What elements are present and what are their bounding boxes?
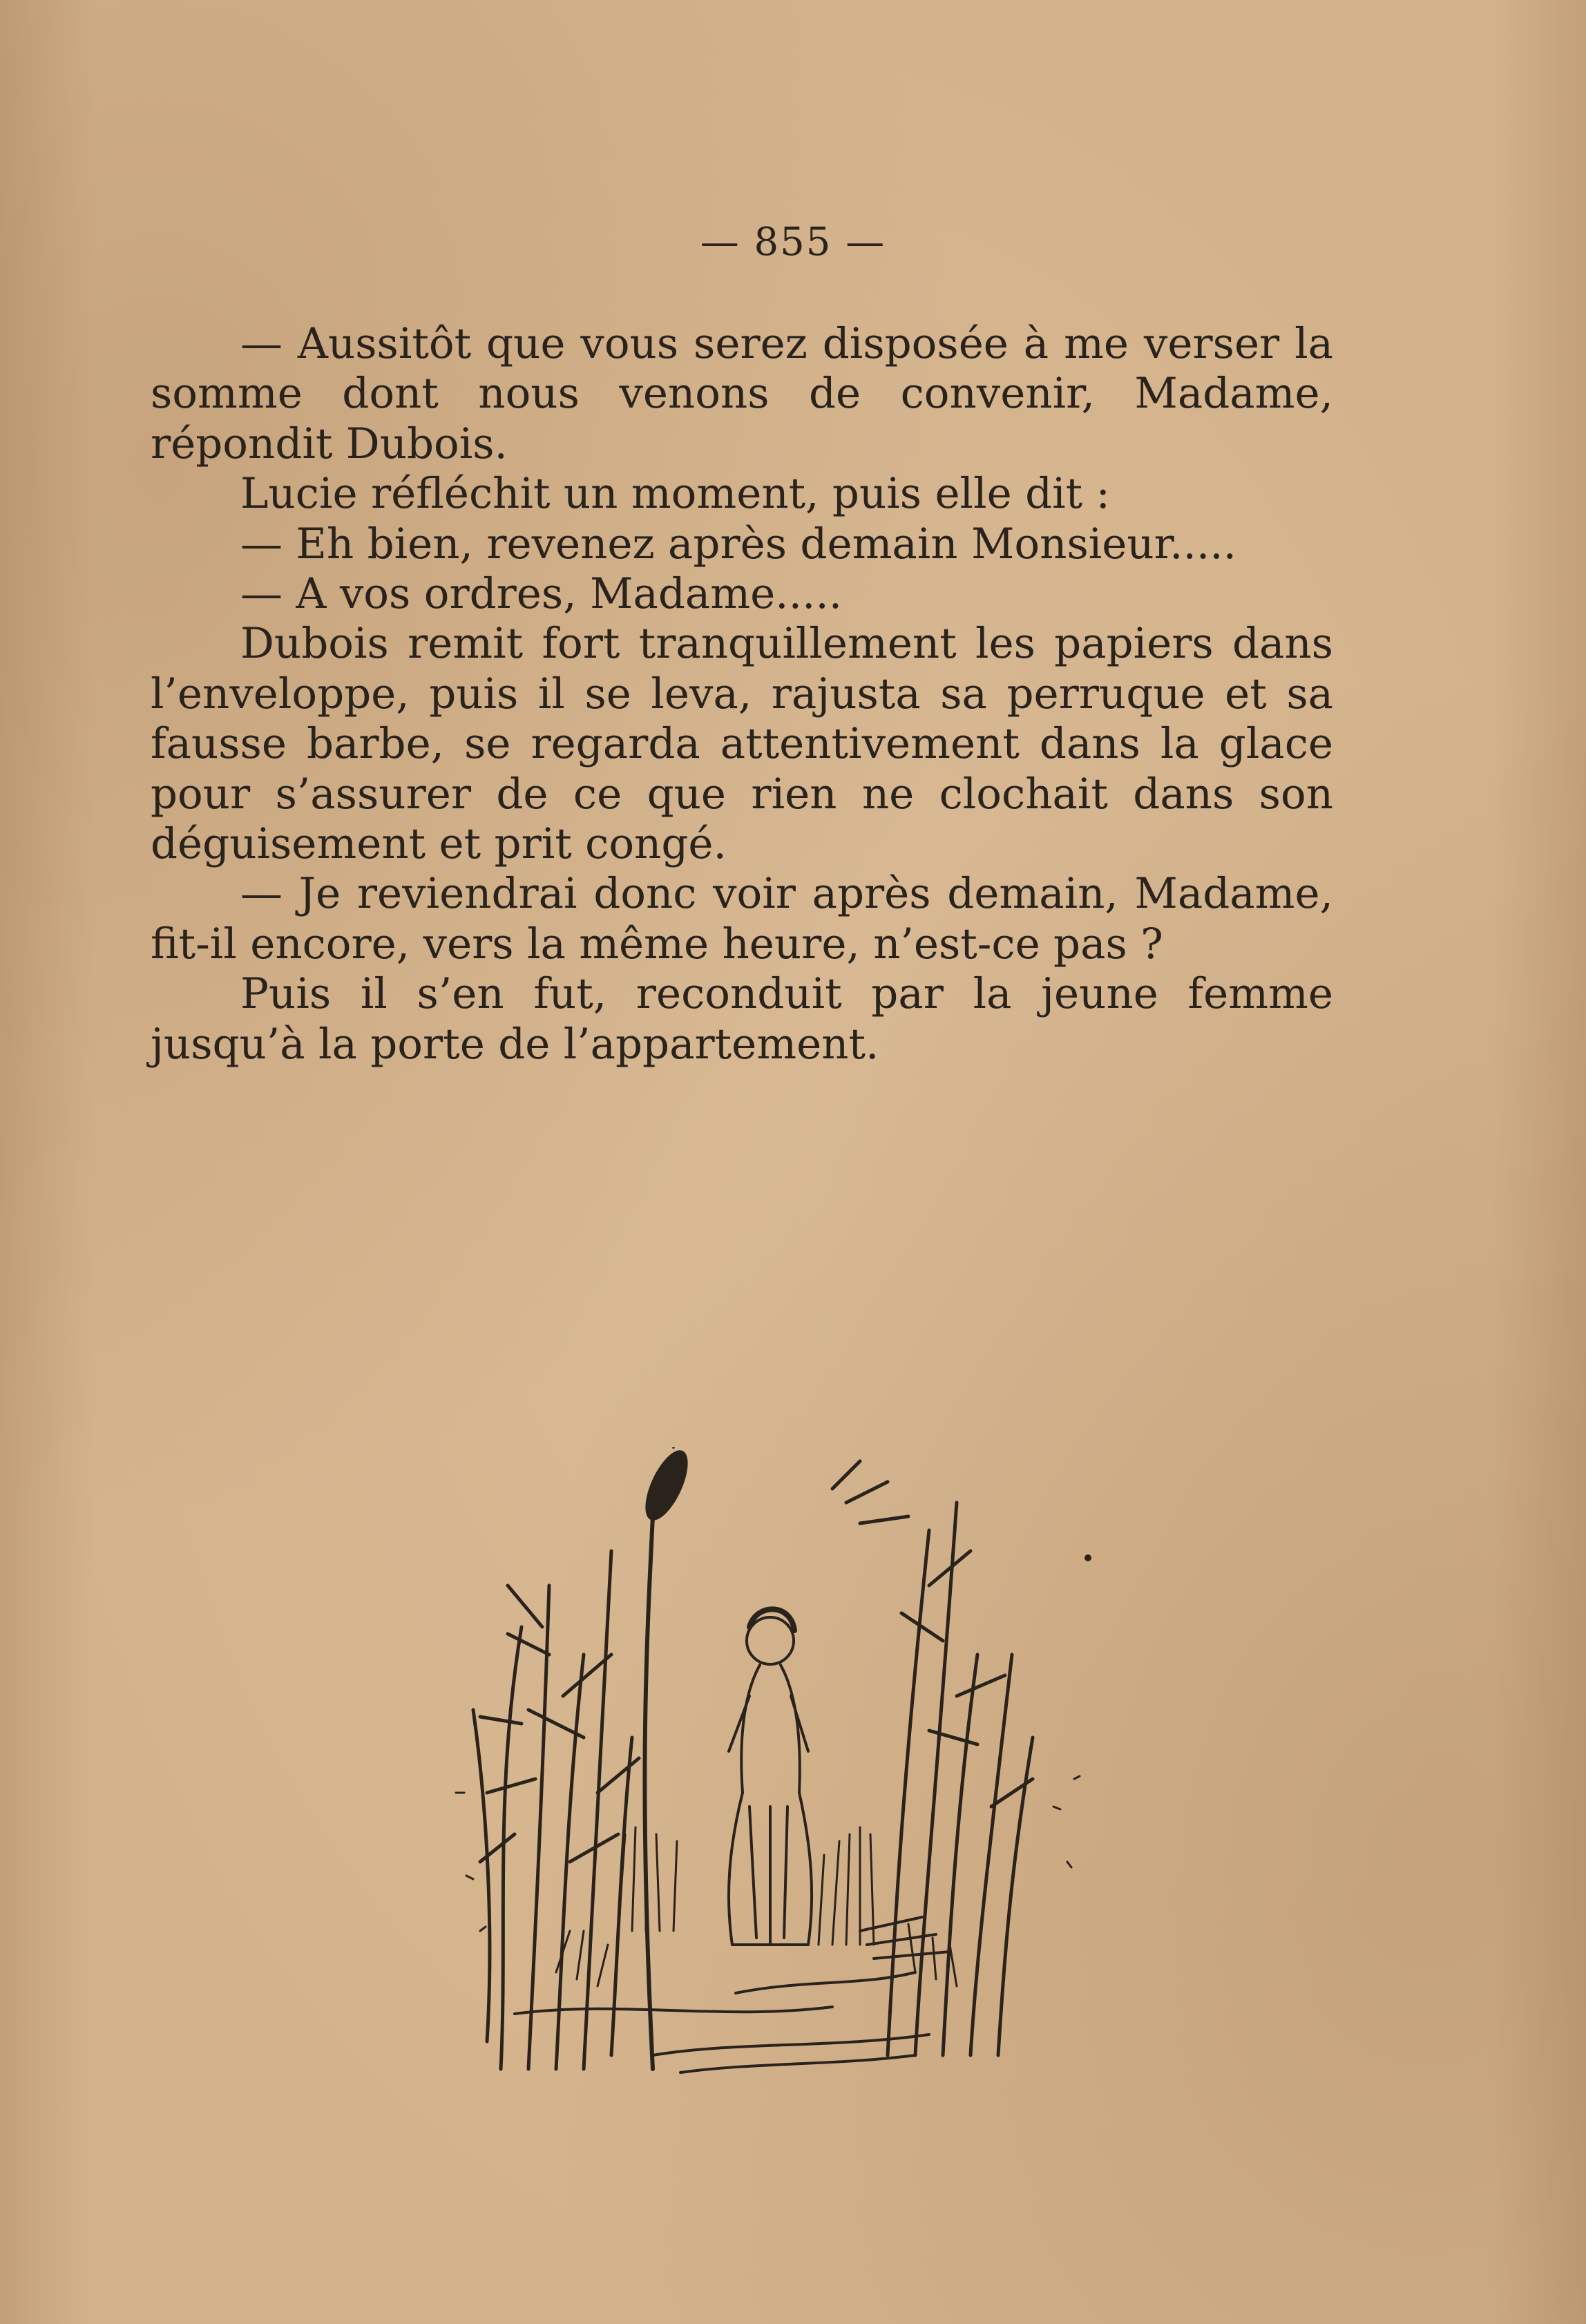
- woman-figure: [729, 1609, 812, 1945]
- paragraph-4: — A vos ordres, Madame.....: [240, 569, 843, 619]
- paragraph-2: Lucie réfléchit un moment, puis elle dit :: [240, 469, 1111, 519]
- reeds-left: [473, 1551, 639, 2069]
- paragraph-3: — Eh bien, revenez après demain Monsieur.....: [240, 519, 1237, 569]
- vignette-illustration: [446, 1447, 1091, 2083]
- engraving-image: [446, 1447, 1091, 2083]
- paragraph-7: Puis il s’en fut, reconduit par la jeune femme jusqu’à la porte de l’appartement.: [151, 969, 1333, 1069]
- specks: [456, 1776, 1080, 1931]
- body-text: [151, 319, 1333, 1069]
- reeds-right: [832, 1461, 1033, 2055]
- paragraph-1: — Aussitôt que vous serez disposée à me verser la somme dont nous venons de convenir, Madame, répondit Dubois.: [151, 319, 1333, 468]
- paragraph-6: — Je reviendrai donc voir après demain, Madame, fit-il encore, vers la même heure, n’est-ce pas ?: [151, 869, 1333, 969]
- paragraph-5: Dubois remit fort tranquillement les papiers dans l’enveloppe, puis il se leva, rajusta sa perruque et sa fausse barbe, se regarda attentivement dans la glace pour s’assurer de ce que rien ne clochait dans son déguisement et prit congé.: [151, 619, 1333, 869]
- cattail: [637, 1447, 696, 2069]
- page-number: — 855 —: [700, 220, 886, 265]
